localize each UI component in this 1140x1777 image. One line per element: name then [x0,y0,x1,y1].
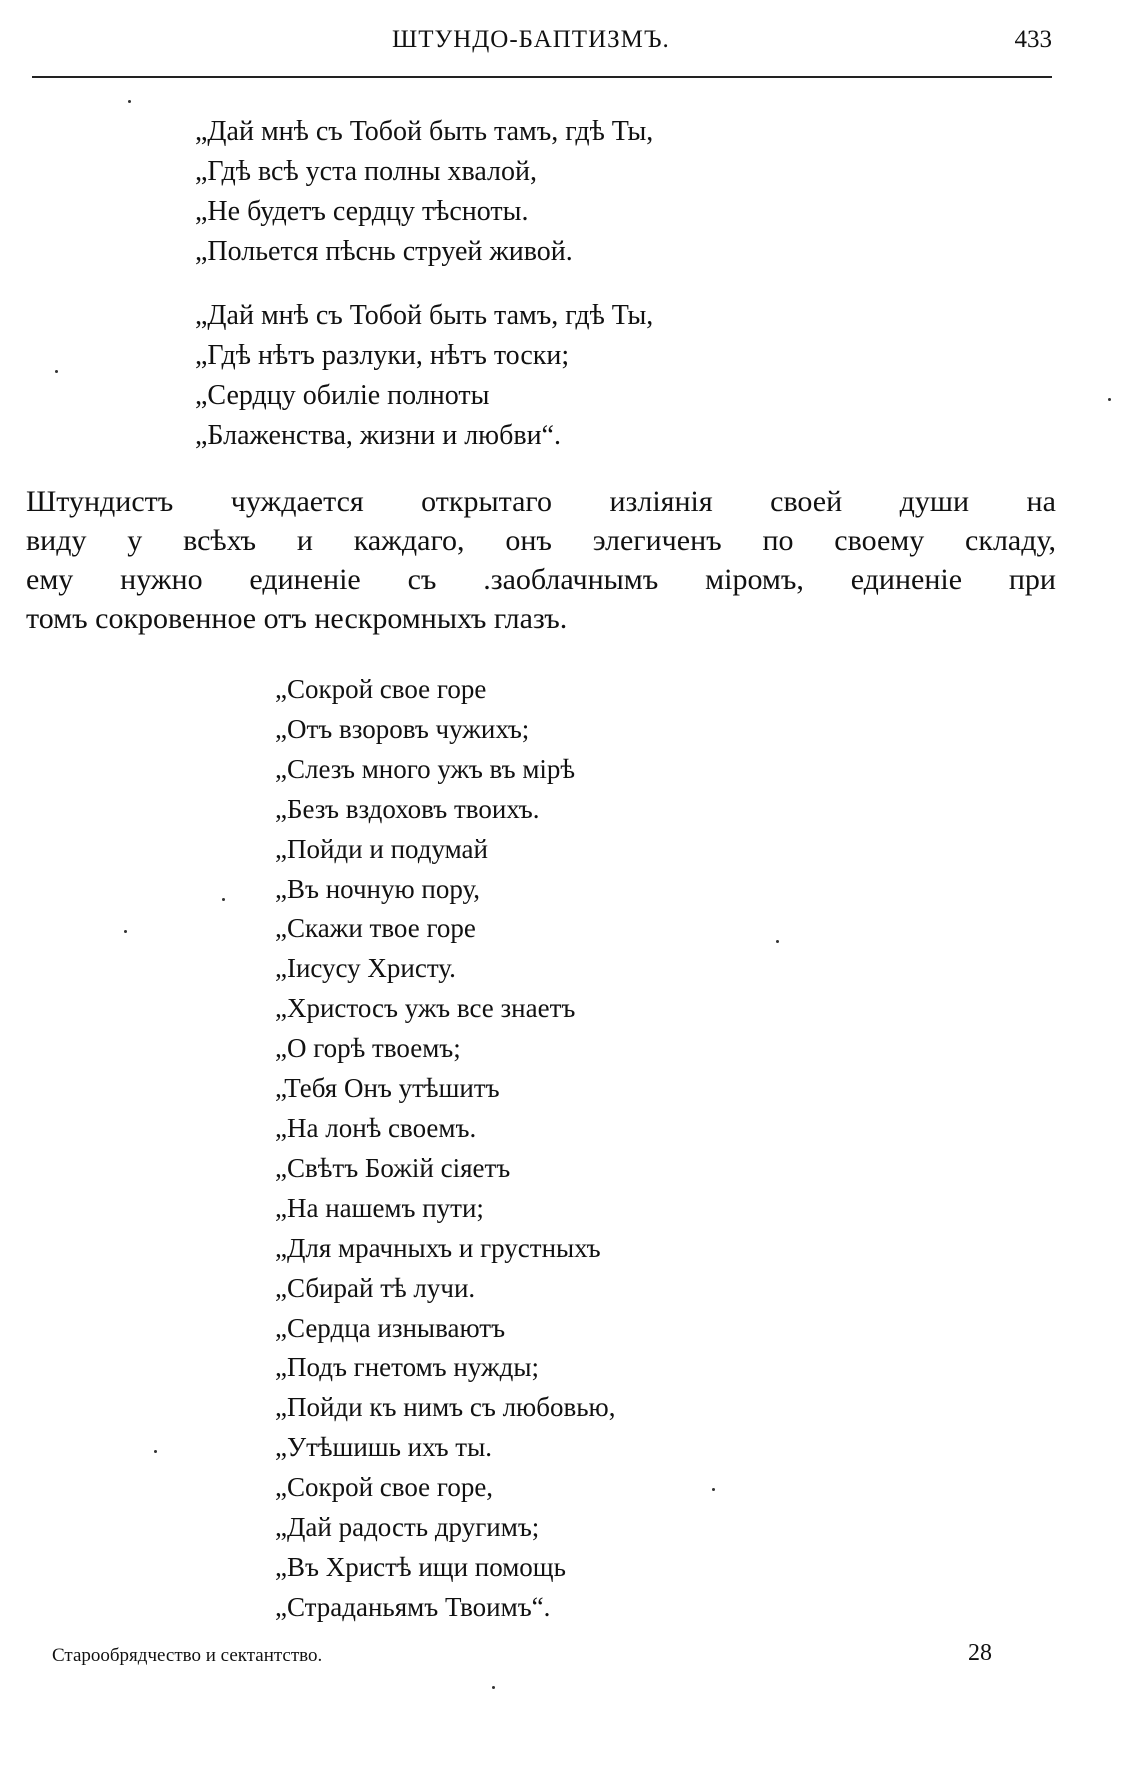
verse-line: „Слезъ много ужъ въ мірѣ [275,753,576,784]
verse-line: „Блаженства, жизни и любви“. [195,420,561,451]
verse-line: „Дай мнѣ съ Тобой быть тамъ, гдѣ Ты, [195,116,654,147]
prose-paragraph [26,482,1056,638]
verse-line: „Въ ночную пору, [275,873,481,904]
print-speck [776,940,779,943]
prose-word: души [899,485,970,518]
verse-line: „На лонѣ своемъ. [275,1112,477,1143]
verse-line: „Сердцу обиліе полноты [195,380,490,411]
verse-line: „Христосъ ужъ все знаетъ [275,993,576,1024]
verse-line: „О горѣ твоемъ; [275,1033,461,1064]
verse-line: „Для мрачныхъ и грустныхъ [275,1232,601,1263]
verse-line: „Пойди и подумай [275,833,488,864]
header-rule [32,76,1052,78]
verse-poem [275,670,615,1628]
verse-stanza-1 [195,112,653,272]
verse-line: „Отъ взоровъ чужихъ; [275,713,530,744]
verse-line: „Польется пѣснь струей живой. [195,236,573,267]
verse-line: „Гдѣ нѣтъ разлуки, нѣтъ тоски; [195,340,570,371]
prose-word: онъ [505,524,552,557]
print-speck [124,930,127,933]
verse-line: „Страданьямъ Твоимъ“. [275,1591,551,1622]
prose-line [26,560,1056,599]
prose-word: своей [770,485,843,518]
verse-line: „Сокрой свое горе, [275,1472,494,1503]
verse-line: „Безъ вздоховъ твоихъ. [275,793,540,824]
prose-word: .заоблачнымъ [483,563,659,596]
verse-line: „Скажи твое горе [275,913,476,944]
verse-line: „Дай мнѣ съ Тобой быть тамъ, гдѣ Ты, [195,300,654,331]
prose-word: изліянія [609,485,713,518]
verse-line: „Іисусу Христу. [275,953,456,984]
prose-word: по [762,524,794,557]
prose-word: у [127,524,143,557]
verse-line: „Тебя Онъ утѣшитъ [275,1073,500,1104]
print-speck [1108,398,1111,401]
verse-line: „Утѣшишь ихъ ты. [275,1432,492,1463]
prose-word: виду [26,524,87,557]
verse-line: „Подъ гнетомъ нужды; [275,1352,540,1383]
verse-line: „Не будетъ сердцу тѣсноты. [195,196,529,227]
prose-word: Штундистъ [26,485,174,518]
prose-word: своему [834,524,925,557]
prose-word: всѣхъ [183,524,257,557]
prose-line [26,521,1056,560]
verse-line: „Сокрой свое горе [275,674,487,704]
verse-stanza-2 [195,296,653,456]
print-speck [712,1488,715,1491]
print-speck [154,1450,157,1453]
verse-line: „Пойди къ нимъ съ любовью, [275,1392,616,1423]
page-number: 433 [1014,26,1052,53]
prose-word: міромъ, [705,563,804,596]
footer-signature: Старообрядчество и сектантство. [52,1645,323,1666]
verse-line: „На нашемъ пути; [275,1192,484,1223]
prose-word: чуждается [230,485,364,518]
prose-word: нужно [120,563,203,596]
print-speck [128,100,131,103]
prose-word: на [1026,485,1056,518]
prose-word: открытаго [421,485,552,518]
verse-line: „Въ Христѣ ищи помощь [275,1551,566,1582]
prose-line: томъ сокровенное отъ нескромныхъ глазъ. [26,602,568,635]
print-speck [222,898,225,901]
prose-word: единеніе [249,563,361,596]
prose-word: единеніе [850,563,963,596]
prose-word: складу, [965,524,1056,557]
print-speck [55,370,58,373]
prose-word: ему [26,563,74,596]
verse-line: „Дай радость другимъ; [275,1512,540,1543]
verse-line: „Гдѣ всѣ уста полны хвалой, [195,156,537,187]
verse-line: „Свѣтъ Божій сіяетъ [275,1152,511,1183]
running-header [32,26,1052,66]
prose-word: при [1008,563,1056,596]
footer-sheet-number: 28 [968,1640,992,1666]
print-speck [492,1686,495,1689]
prose-word: и [296,524,313,557]
running-title: ШТУНДО-БАПТИЗМЪ. [392,26,670,53]
prose-word: съ [407,563,437,596]
prose-word: каждаго, [353,524,465,557]
prose-line [26,482,1056,521]
verse-line: „Сбирай тѣ лучи. [275,1272,476,1303]
verse-line: „Сердца изнываютъ [275,1312,506,1343]
prose-word: элегиченъ [592,524,722,557]
